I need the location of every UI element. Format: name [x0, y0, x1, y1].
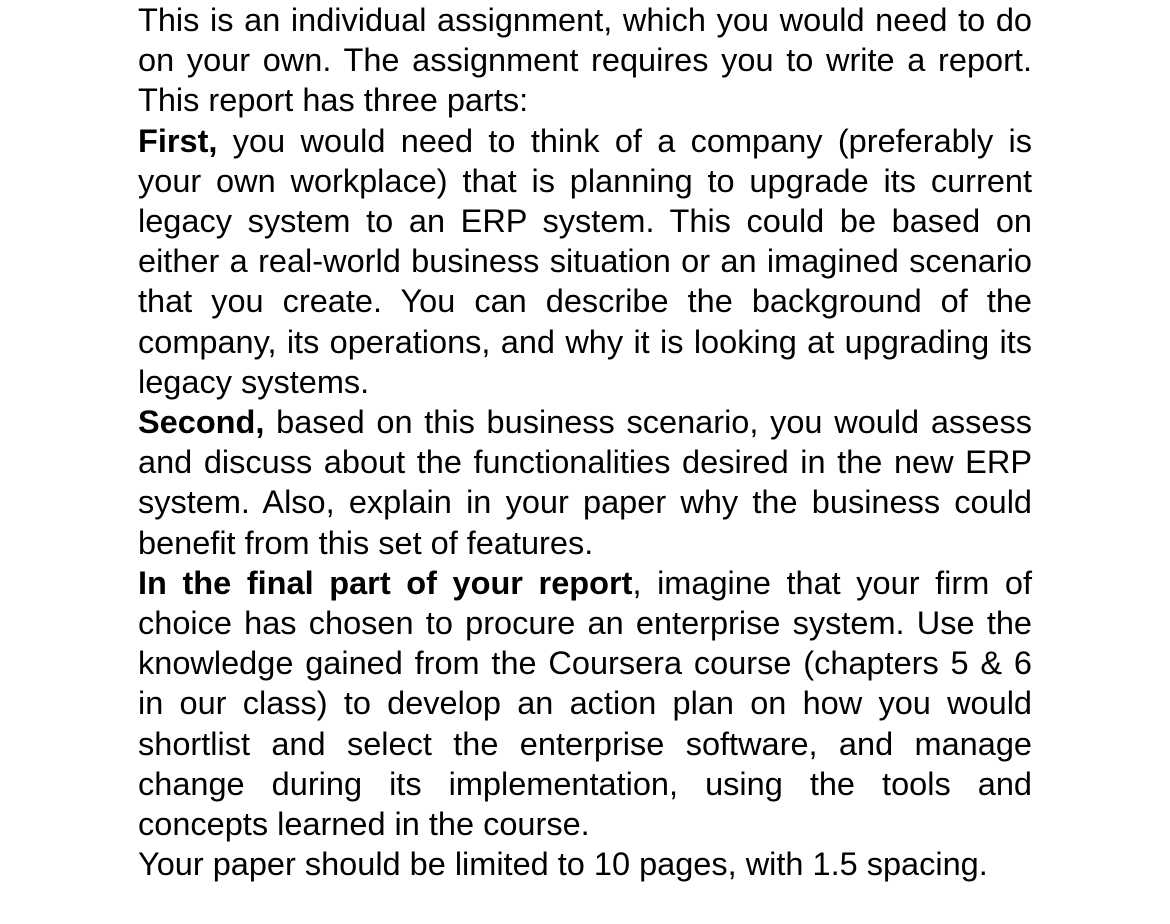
part-two-lead: Second,: [138, 404, 265, 441]
part-one-text: you would need to think of a company (preferably is your own workplace) that is planning to upgrade its current legacy system to an ERP system. This could be based on either a real-world business situation or an imagined scenario that you create. You can describe the background of the company, its operations, and why it is looking at upgrading its legacy systems.: [138, 122, 1032, 400]
part-three-lead: In the final part of your report: [138, 564, 633, 601]
intro-paragraph: This is an individual assignment, which you would need to do on your own. The assignment requires you to write a report. This report has three parts:: [138, 2, 1032, 119]
part-one-lead: First,: [138, 122, 218, 159]
part-three-text: , imagine that your firm of choice has chosen to procure an enterprise system. Use the knowledge gained from the Coursera course (chapters 5 & 6 in our class) to develop an action plan on how you would shortlist and select the enterprise software, and manage change during its implementation, using the tools and concepts learned in the course.: [138, 564, 1032, 843]
closing-paragraph: Your paper should be limited to 10 pages, with 1.5 spacing.: [138, 846, 988, 883]
part-one-paragraph: [138, 121, 1032, 402]
assignment-text: [138, 0, 1032, 884]
part-three-paragraph: [138, 563, 1032, 844]
part-two-paragraph: [138, 402, 1032, 563]
part-two-text: based on this business scenario, you would assess and discuss about the functionalities desired in the new ERP system. Also, explain in your paper why the business could benefit from this set of features.: [138, 404, 1032, 561]
